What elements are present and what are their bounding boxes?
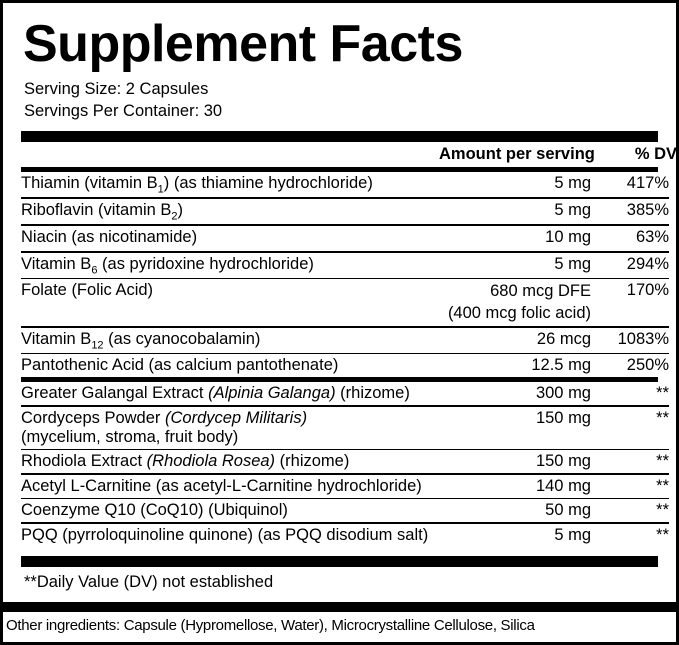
nutrient-amount-line1: 680 mcg DFE (490, 282, 591, 301)
table-row (21, 199, 669, 224)
table-row (21, 172, 669, 197)
nutrient-amount: 10 mg (545, 227, 591, 246)
table-row (21, 253, 669, 278)
nutrient-name-subscript: 2 (171, 210, 178, 223)
nutrient-amount: 26 mcg (536, 329, 591, 348)
nutrition-table (21, 142, 677, 167)
ingredient-name-pre: Greater Galangal Extract (21, 384, 209, 403)
nutrient-amount: 12.5 mg (531, 356, 591, 375)
table-row (21, 354, 669, 377)
nutrient-name (21, 279, 439, 326)
nutrient-name (21, 328, 439, 353)
ingredient-name (21, 382, 439, 405)
ingredient-name-pre: PQQ (pyrroloquinoline quinone) (as PQQ disodium salt) (21, 525, 429, 544)
nutrient-name-subscript: 12 (91, 338, 104, 351)
table-row (21, 475, 669, 498)
botanicals-table (21, 382, 669, 547)
nutrient-name-pre: Riboflavin (vitamin B (21, 200, 172, 219)
ingredient-name-pre: Acetyl L-Carnitine (as acetyl-L-Carnitine hydrochloride) (21, 476, 422, 495)
ingredient-dv: ** (656, 408, 669, 427)
nutrient-name-pre: Niacin (as nicotinamide) (21, 227, 198, 246)
other-ingredients: Other ingredients: Capsule (Hypromellose, Water), Microcrystalline Cellulose, Silica (6, 617, 535, 634)
table-row (21, 407, 669, 449)
nutrient-name-post: (as pyridoxine hydrochloride) (97, 254, 314, 273)
nutrient-name-post: ) (147, 281, 154, 300)
ingredient-name-line2: (mycelium, stroma, fruit body) (21, 427, 239, 446)
ingredient-dv: ** (656, 501, 669, 520)
nutrient-name (21, 199, 439, 224)
table-row (21, 226, 669, 251)
divider-bar-above-other-ingredients (3, 602, 676, 612)
ingredient-latin-name: (Rhodiola Rosea) (146, 452, 276, 471)
ingredient-dv: ** (656, 452, 669, 471)
nutrient-dv: 417% (626, 174, 669, 193)
ingredient-dv: ** (656, 476, 669, 495)
servings-per-container: Servings Per Container: 30 (24, 101, 223, 120)
nutrient-amount: 5 mg (554, 174, 591, 193)
ingredient-name-post: (rhizome) (335, 384, 410, 403)
column-header-name (21, 142, 439, 167)
ingredient-name-post: (rhizome) (275, 452, 350, 471)
ingredient-amount: 150 mg (535, 408, 591, 427)
nutrient-name-post: (as cyanocobalamin) (103, 329, 261, 348)
ingredient-amount: 140 mg (535, 476, 591, 495)
nutrient-dv: 250% (626, 356, 669, 375)
serving-size: Serving Size: 2 Capsules (24, 79, 209, 98)
nutrient-name-pre: Thiamin (vitamin B (21, 174, 158, 193)
nutrient-dv: 385% (626, 200, 669, 219)
table-header-row (21, 142, 677, 167)
nutrient-name-pre: Vitamin B (21, 329, 92, 348)
ingredient-dv: ** (656, 525, 669, 544)
nutrient-amount: 5 mg (554, 254, 591, 273)
nutrient-name (21, 226, 439, 251)
table-row (21, 450, 669, 473)
nutrient-name (21, 172, 439, 197)
ingredient-latin-name: (Cordycep Militaris) (164, 408, 308, 427)
ingredient-name (21, 475, 439, 498)
ingredient-name (21, 450, 439, 473)
nutrient-name (21, 354, 439, 377)
nutrient-name-subscript: 6 (91, 263, 98, 276)
table-row (21, 328, 669, 353)
ingredient-name (21, 499, 439, 522)
nutrient-amount (439, 279, 591, 326)
ingredient-amount: 300 mg (535, 384, 591, 403)
table-row (21, 382, 669, 405)
nutrient-dv: 170% (626, 281, 669, 300)
nutrient-name-pre: Pantothenic Acid (as calcium pantothenate) (21, 356, 339, 375)
nutrient-dv: 63% (635, 227, 669, 246)
nutrient-amount: 5 mg (554, 200, 591, 219)
ingredient-amount: 5 mg (554, 525, 591, 544)
ingredient-name-pre: Cordyceps Powder (21, 408, 165, 427)
page-title: Supplement Facts (23, 15, 463, 73)
ingredient-amount: 50 mg (545, 501, 591, 520)
table-row (21, 499, 669, 522)
divider-thick-bottom (21, 556, 658, 567)
nutrient-name-post: ) (177, 200, 184, 219)
ingredient-amount: 150 mg (535, 452, 591, 471)
daily-value-footnote: **Daily Value (DV) not established (24, 572, 274, 591)
vitamins-table (21, 172, 669, 377)
nutrient-name-post: ) (as thiamine hydrochloride) (163, 174, 373, 193)
ingredient-name (21, 524, 439, 547)
nutrient-name-pre: Vitamin B (21, 254, 92, 273)
nutrient-dv: 294% (626, 254, 669, 273)
column-header-amount: Amount per serving (439, 145, 595, 164)
nutrient-name-pre: Folate (Folic Acid (21, 281, 148, 300)
nutrient-dv: 1083% (617, 329, 669, 348)
nutrient-name-subscript: 1 (157, 183, 164, 196)
table-row (21, 524, 669, 547)
nutrient-name (21, 253, 439, 278)
divider-thick-top (21, 131, 658, 142)
ingredient-name (21, 407, 439, 449)
column-header-dv: % DV (634, 145, 677, 164)
ingredient-name-pre: Coenzyme Q10 (CoQ10) (Ubiquinol) (21, 501, 288, 520)
nutrient-amount-line2: (400 mcg folic acid) (447, 303, 591, 322)
ingredient-dv: ** (656, 384, 669, 403)
ingredient-latin-name: (Alpinia Galanga) (208, 384, 336, 403)
table-row (21, 279, 669, 326)
ingredient-name-pre: Rhodiola Extract (21, 452, 147, 471)
